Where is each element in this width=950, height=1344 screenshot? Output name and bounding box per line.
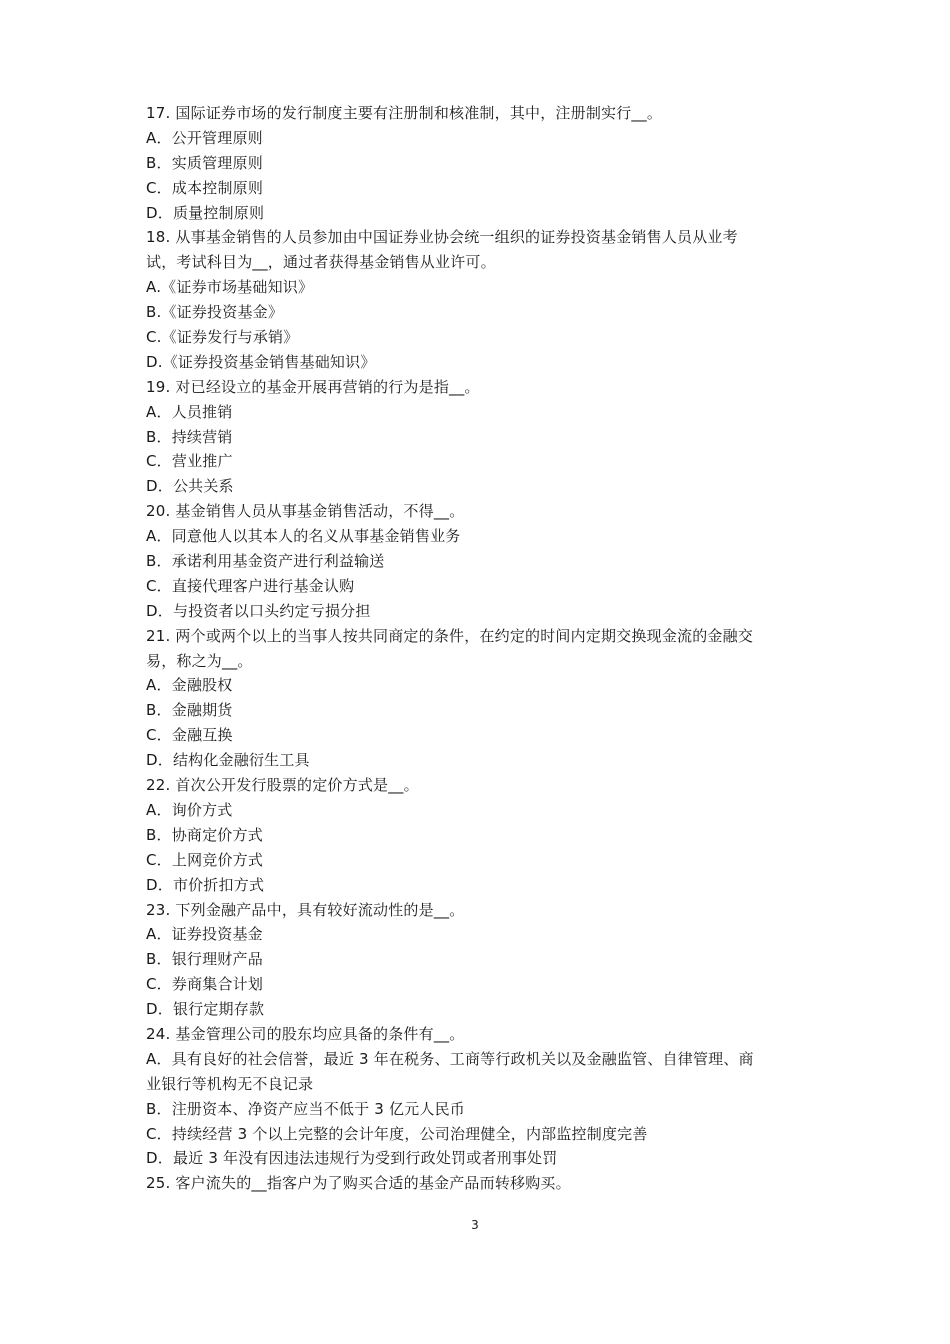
question-line: 20. 基金销售人员从事基金销售活动，不得__。 bbox=[146, 502, 465, 521]
option-line: A．具有良好的社会信誉，最近 3 年在税务、工商等行政机关以及金融监管、自律管理、商 bbox=[146, 1049, 754, 1068]
option-line: B．银行理财产品 bbox=[146, 950, 263, 969]
option-line: C．上网竞价方式 bbox=[146, 850, 264, 869]
option-line: 易，称之为__。 bbox=[146, 651, 253, 670]
option-line: D．公共关系 bbox=[146, 477, 234, 496]
option-line: C．券商集合计划 bbox=[146, 975, 264, 994]
option-line: C．直接代理客户进行基金认购 bbox=[146, 576, 355, 595]
option-line: A．询价方式 bbox=[146, 800, 233, 819]
option-line: B．承诺利用基金资产进行利益输送 bbox=[146, 552, 385, 571]
option-line: A．公开管理原则 bbox=[146, 128, 263, 147]
option-line: A．人员推销 bbox=[146, 402, 233, 421]
option-line: A．证券投资基金 bbox=[146, 925, 263, 944]
question-line: 21. 两个或两个以上的当事人按共同商定的条件，在约定的时间内定期交换现金流的金融交 bbox=[146, 626, 754, 645]
option-line: B．金融期货 bbox=[146, 701, 233, 720]
option-line: D．市价折扣方式 bbox=[146, 875, 265, 894]
question-list bbox=[146, 101, 818, 1196]
option-line: D．与投资者以口头约定亏损分担 bbox=[146, 601, 371, 620]
option-line: C．持续经营 3 个以上完整的会计年度，公司治理健全，内部监控制度完善 bbox=[146, 1124, 648, 1143]
option-line: D．银行定期存款 bbox=[146, 1000, 265, 1019]
option-line: D．结构化金融衍生工具 bbox=[146, 751, 310, 770]
question-line: 19. 对已经设立的基金开展再营销的行为是指__。 bbox=[146, 377, 480, 396]
option-line: C．营业推广 bbox=[146, 452, 233, 471]
option-line: D．质量控制原则 bbox=[146, 203, 265, 222]
option-line: A．同意他人以其本人的名义从事基金销售业务 bbox=[146, 527, 461, 546]
question-line: 25. 客户流失的__指客户为了购买合适的基金产品而转移购买。 bbox=[146, 1174, 571, 1193]
option-line: 试，考试科目为__，通过者获得基金销售从业许可。 bbox=[146, 253, 496, 272]
option-line: A.《证券市场基础知识》 bbox=[146, 278, 314, 297]
option-line: B．实质管理原则 bbox=[146, 153, 263, 172]
option-line: B．注册资本、净资产应当不低于 3 亿元人民币 bbox=[146, 1099, 465, 1118]
page-number: 3 bbox=[471, 1218, 479, 1232]
option-line: A．金融股权 bbox=[146, 676, 233, 695]
option-line: B．协商定价方式 bbox=[146, 825, 263, 844]
option-line: B.《证券投资基金》 bbox=[146, 303, 284, 322]
option-line: 业银行等机构无不良记录 bbox=[146, 1074, 314, 1093]
option-line: B．持续营销 bbox=[146, 427, 233, 446]
option-line: C．金融互换 bbox=[146, 726, 233, 745]
question-line: 24. 基金管理公司的股东均应具备的条件有__。 bbox=[146, 1024, 465, 1043]
option-line: C．成本控制原则 bbox=[146, 178, 264, 197]
option-line: D.《证券投资基金销售基础知识》 bbox=[146, 352, 376, 371]
question-line: 22. 首次公开发行股票的定价方式是__。 bbox=[146, 776, 419, 795]
option-line: D．最近 3 年没有因违法违规行为受到行政处罚或者刑事处罚 bbox=[146, 1149, 558, 1168]
question-line: 17. 国际证券市场的发行制度主要有注册制和核准制，其中，注册制实行__。 bbox=[146, 104, 663, 122]
question-line: 23. 下列金融产品中，具有较好流动性的是__。 bbox=[146, 900, 465, 919]
question-line: 18. 从事基金销售的人员参加由中国证券业协会统一组织的证券投资基金销售人员从业考 bbox=[146, 228, 738, 247]
option-line: C.《证券发行与承销》 bbox=[146, 328, 299, 347]
